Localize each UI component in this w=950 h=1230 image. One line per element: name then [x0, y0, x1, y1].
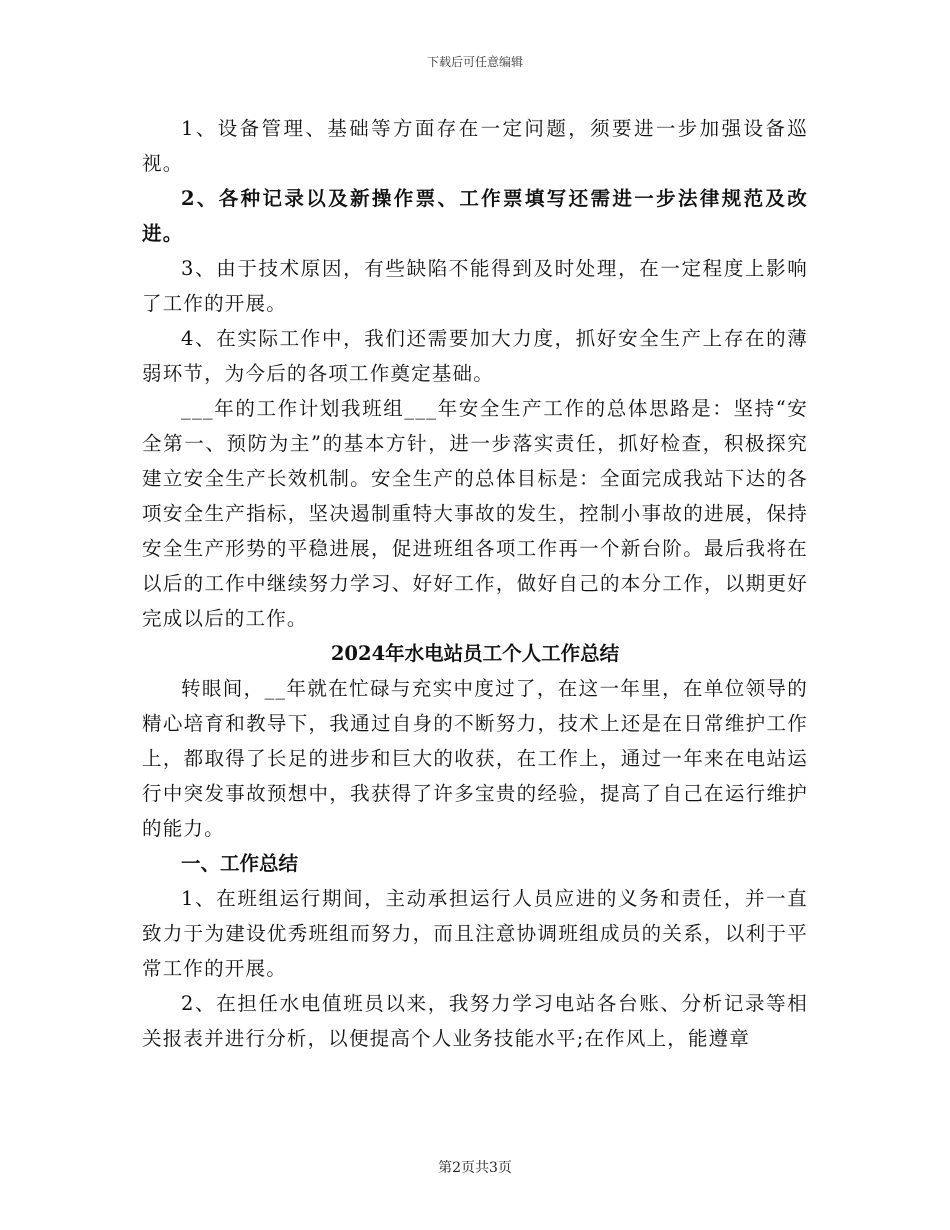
section-heading-work-summary: 一、工作总结 — [181, 852, 299, 875]
paragraph-item-4: 4、在实际工作中，我们还需要加大力度，抓好安全生产上存在的薄弱环节，为今后的各项工作奠定基础。 — [142, 327, 808, 385]
paragraph-item-2: 2、各种记录以及新操作票、工作票填写还需进一步法律规范及改进。 — [142, 187, 808, 245]
document-title: 2024年水电站员工个人工作总结 — [330, 642, 620, 665]
intro-paragraph: 转眼间，__年就在忙碌与充实中度过了，在这一年里，在单位领导的精心培育和教导下，我通过自身的不断努力，技术上还是在日常维护工作上，都取得了长足的进步和巨大的收获，在工作上，通过一年来在电站运行中突发事故预想中，我获得了许多宝贵的经验，提高了自己在运行维护的能力。 — [142, 677, 808, 840]
paragraph-item-3: 3、由于技术原因，有些缺陷不能得到及时处理，在一定程度上影响了工作的开展。 — [142, 257, 808, 315]
page-number: 第2页共3页 — [438, 1160, 512, 1176]
section-item-1: 1、在班组运行期间，主动承担运行人员应进的义务和责任，并一直致力于为建设优秀班组而努力，而且注意协调班组成员的关系，以利于平常工作的开展。 — [142, 887, 808, 980]
section-item-2: 2、在担任水电值班员以来，我努力学习电站各台账、分析记录等相关报表并进行分析，以便提高个人业务技能水平;在作风上，能遵章 — [142, 992, 808, 1050]
paragraph-plan: ___年的工作计划我班组___年安全生产工作的总体思路是：坚持“安全第一、预防为主”的基本方针，进一步落实责任，抓好检查，积极探究建立安全生产长效机制。安全生产的总体目标是：全面完成我站下达的各项安全生产指标，坚决遏制重特大事故的发生，控制小事故的进展，保持安全生产形势的平稳进展，促进班组各项工作再一个新台阶。最后我将在以后的工作中继续努力学习、好好工作，做好自己的本分工作，以期更好完成以后的工作。 — [142, 397, 808, 630]
paragraph-item-1: 1、设备管理、基础等方面存在一定问题，须要进一步加强设备巡视。 — [142, 117, 808, 175]
page-header: 下载后可任意编辑 — [426, 55, 523, 69]
document-body — [142, 111, 808, 1056]
